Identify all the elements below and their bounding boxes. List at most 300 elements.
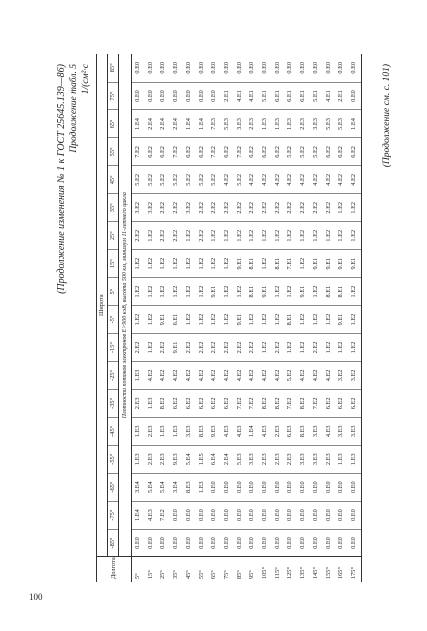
flux-value-cell: 0.E0: [157, 82, 170, 110]
flux-value-cell: 1.E3: [132, 361, 145, 389]
flux-value-cell: 6.E2: [183, 389, 196, 417]
flux-value-cell: 1.E2: [132, 278, 145, 306]
flux-value-cell: 0.E0: [132, 529, 145, 557]
latitude-column-header: 35°: [108, 194, 119, 222]
rotated-page-content: [50, 34, 405, 582]
flux-value-cell: 2.E3: [297, 110, 310, 138]
flux-value-cell: 2.E3: [132, 389, 145, 417]
flux-value-cell: 0.E0: [196, 529, 209, 557]
flux-value-cell: 0.E0: [297, 529, 310, 557]
flux-value-cell: 1.E3: [196, 473, 209, 501]
flux-value-cell: 1.E2: [284, 334, 297, 362]
flux-value-cell: 1.E2: [157, 278, 170, 306]
flux-value-cell: 8.E2: [259, 389, 272, 417]
flux-value-cell: 7.E2: [132, 138, 145, 166]
flux-value-cell: 5.E2: [284, 361, 297, 389]
flux-value-cell: 4.E2: [259, 361, 272, 389]
flux-value-cell: 1.E2: [183, 278, 196, 306]
flux-value-cell: 2.E3: [259, 445, 272, 473]
flux-value-cell: 8.E1: [246, 278, 259, 306]
latitude-column-header: 75°: [108, 82, 119, 110]
flux-value-cell: 9.E1: [310, 250, 323, 278]
unit-label: 1/(см²·с: [81, 64, 91, 95]
flux-value-cell: 8.E2: [157, 389, 170, 417]
flux-value-cell: 9.E1: [297, 278, 310, 306]
flux-value-cell: 0.E0: [157, 54, 170, 82]
longitude-cell: 115°: [272, 557, 285, 582]
flux-value-cell: 0.E0: [208, 501, 221, 529]
latitude-column-header: 5°: [108, 278, 119, 306]
longitude-cell: 45°: [183, 557, 196, 582]
flux-value-cell: 6.E3: [284, 417, 297, 445]
flux-value-cell: 4.E2: [310, 166, 323, 194]
flux-value-cell: 4.E2: [157, 361, 170, 389]
flux-value-cell: 1.E2: [132, 250, 145, 278]
flux-value-cell: 0.E0: [157, 529, 170, 557]
flux-value-cell: 1.E2: [297, 222, 310, 250]
page-number: 100: [29, 592, 43, 602]
flux-value-cell: 4.E3: [221, 417, 234, 445]
flux-value-cell: 1.E2: [132, 306, 145, 334]
flux-value-cell: 0.E0: [348, 473, 361, 501]
flux-value-cell: 3.E2: [132, 194, 145, 222]
flux-value-cell: 7.E3: [208, 110, 221, 138]
flux-value-cell: 5.E2: [208, 166, 221, 194]
longitude-cell: 155°: [323, 557, 336, 582]
flux-value-cell: 4.E3: [234, 417, 247, 445]
flux-value-cell: 1.E3: [132, 417, 145, 445]
flux-value-cell: 0.E0: [310, 54, 323, 82]
flux-value-cell: 1.E2: [221, 278, 234, 306]
flux-value-cell: 0.E0: [170, 529, 183, 557]
flux-value-cell: 0.E0: [234, 501, 247, 529]
flux-value-cell: 7.E2: [234, 138, 247, 166]
table-row: [335, 54, 348, 582]
flux-value-cell: 1.E2: [284, 278, 297, 306]
header-row-latitude-values: [108, 54, 119, 582]
flux-value-cell: 0.E0: [310, 501, 323, 529]
flux-value-cell: 4.E2: [234, 361, 247, 389]
flux-value-cell: 0.E0: [132, 54, 145, 82]
flux-value-cell: 2.E2: [196, 222, 209, 250]
flux-value-cell: 8.E1: [284, 306, 297, 334]
flux-value-cell: 0.E0: [208, 54, 221, 82]
flux-value-cell: 6.E2: [221, 389, 234, 417]
flux-value-cell: 8.E1: [246, 250, 259, 278]
flux-value-cell: 2.E4: [170, 110, 183, 138]
flux-value-cell: 2.E2: [170, 222, 183, 250]
flux-value-cell: 0.E0: [297, 501, 310, 529]
flux-value-cell: 6.E2: [335, 138, 348, 166]
flux-value-cell: 2.E2: [157, 194, 170, 222]
flux-value-cell: 1.E3: [170, 417, 183, 445]
flux-value-cell: 2.E2: [272, 334, 285, 362]
flux-value-cell: 1.E2: [145, 306, 158, 334]
flux-value-cell: 2.E2: [310, 194, 323, 222]
flux-value-cell: 1.E2: [145, 278, 158, 306]
flux-value-cell: 1.E2: [183, 306, 196, 334]
flux-value-cell: 0.E0: [272, 473, 285, 501]
latitude-column-header: 15°: [108, 250, 119, 278]
flux-value-cell: 4.E2: [246, 166, 259, 194]
flux-value-cell: 1.E2: [145, 222, 158, 250]
flux-value-cell: 4.E3: [323, 417, 336, 445]
flux-value-cell: 3.E3: [234, 110, 247, 138]
latitude-column-header: 25°: [108, 222, 119, 250]
flux-value-cell: 1.E2: [310, 278, 323, 306]
flux-value-cell: 4.E2: [183, 361, 196, 389]
flux-value-cell: 0.E0: [335, 529, 348, 557]
flux-value-cell: 0.E0: [259, 529, 272, 557]
table-row: [272, 54, 285, 582]
longitude-header: Долгота: [97, 557, 132, 582]
flux-value-cell: 2.E2: [132, 222, 145, 250]
flux-value-cell: 6.E2: [170, 389, 183, 417]
flux-value-cell: 0.E0: [335, 473, 348, 501]
flux-value-cell: 0.E0: [272, 529, 285, 557]
flux-value-cell: 7.E2: [246, 389, 259, 417]
flux-value-cell: 4.E1: [323, 82, 336, 110]
flux-value-cell: 7.E2: [208, 138, 221, 166]
flux-value-cell: 6.E2: [259, 138, 272, 166]
flux-value-cell: 6.E2: [348, 138, 361, 166]
flux-value-cell: 3.E4: [132, 473, 145, 501]
flux-value-cell: 6.E4: [208, 445, 221, 473]
flux-density-table: [96, 54, 362, 582]
flux-value-cell: 6.E1: [272, 82, 285, 110]
flux-value-cell: 4.E2: [348, 166, 361, 194]
flux-value-cell: 4.E2: [323, 166, 336, 194]
flux-value-cell: 1.E2: [284, 222, 297, 250]
flux-value-cell: 0.E0: [348, 54, 361, 82]
flux-value-cell: 2.E3: [145, 417, 158, 445]
flux-value-cell: 0.E0: [183, 529, 196, 557]
flux-value-cell: 1.E2: [157, 250, 170, 278]
flux-value-cell: 9.E3: [208, 417, 221, 445]
flux-value-cell: 0.E0: [234, 473, 247, 501]
flux-value-cell: 0.E0: [259, 501, 272, 529]
table-row: [196, 54, 209, 582]
longitude-cell: 165°: [335, 557, 348, 582]
flux-value-cell: 1.E2: [145, 334, 158, 362]
latitude-header: Широта: [97, 54, 108, 557]
flux-value-cell: 3.E3: [348, 417, 361, 445]
flux-value-cell: 4.E2: [297, 166, 310, 194]
flux-value-cell: 2.E2: [196, 334, 209, 362]
flux-value-cell: 2.E2: [170, 194, 183, 222]
flux-value-cell: 3.E3: [310, 445, 323, 473]
flux-value-cell: 2.E1: [335, 82, 348, 110]
flux-value-cell: 3.E2: [145, 194, 158, 222]
flux-value-cell: 6.E2: [196, 389, 209, 417]
flux-value-cell: 0.E0: [183, 501, 196, 529]
latitude-column-header: 65°: [108, 110, 119, 138]
flux-value-cell: 2.E3: [272, 445, 285, 473]
flux-value-cell: 4.E2: [170, 361, 183, 389]
flux-value-cell: 1.E2: [208, 222, 221, 250]
flux-value-cell: 5.E1: [310, 82, 323, 110]
flux-value-cell: 0.E0: [284, 473, 297, 501]
flux-value-cell: 9.E1: [157, 306, 170, 334]
longitude-cell: 145°: [310, 557, 323, 582]
latitude-column-header: 85°: [108, 54, 119, 82]
flux-value-cell: 1.E2: [323, 306, 336, 334]
flux-value-cell: 2.E3: [272, 417, 285, 445]
flux-value-cell: 1.E2: [335, 194, 348, 222]
flux-value-cell: 8.E3: [297, 417, 310, 445]
flux-value-cell: 1.E4: [183, 110, 196, 138]
flux-value-cell: 0.E0: [348, 529, 361, 557]
flux-value-cell: 0.E0: [246, 54, 259, 82]
flux-value-cell: 1.E2: [221, 306, 234, 334]
flux-value-cell: 7.E2: [170, 138, 183, 166]
table-row: [297, 54, 310, 582]
flux-value-cell: 1.E3: [259, 110, 272, 138]
flux-value-cell: 2.E2: [157, 334, 170, 362]
longitude-cell: 135°: [297, 557, 310, 582]
flux-value-cell: 0.E0: [196, 501, 209, 529]
flux-value-cell: 0.E0: [221, 473, 234, 501]
flux-value-cell: 0.E0: [348, 82, 361, 110]
flux-value-cell: 0.E0: [170, 54, 183, 82]
flux-value-cell: 1.E2: [246, 222, 259, 250]
flux-value-cell: 4.E2: [221, 166, 234, 194]
flux-value-cell: 6.E2: [208, 389, 221, 417]
latitude-column-header: -5°: [108, 306, 119, 334]
flux-value-cell: 3.E3: [297, 445, 310, 473]
latitude-column-header: 45°: [108, 166, 119, 194]
table-body: [132, 54, 362, 582]
flux-value-cell: 1.E3: [348, 445, 361, 473]
flux-value-cell: 0.E0: [259, 54, 272, 82]
longitude-cell: 125°: [284, 557, 297, 582]
amendment-reference: (Продолжение изменения № 1 к ГОСТ 25645.139—86): [56, 64, 67, 294]
flux-value-cell: 0.E0: [323, 501, 336, 529]
flux-value-cell: 0.E0: [170, 82, 183, 110]
flux-value-cell: 5.E3: [323, 110, 336, 138]
flux-value-cell: 4.E2: [297, 361, 310, 389]
flux-value-cell: 5.E3: [335, 110, 348, 138]
flux-value-cell: 2.E2: [208, 334, 221, 362]
flux-value-cell: 2.E2: [323, 194, 336, 222]
flux-value-cell: 1.E2: [259, 250, 272, 278]
flux-value-cell: 1.E3: [145, 389, 158, 417]
flux-value-cell: 1.E2: [170, 250, 183, 278]
flux-value-cell: 1.E2: [259, 222, 272, 250]
flux-value-cell: 8.E3: [183, 473, 196, 501]
table-continuation-label: Продолжение табл. 5: [69, 64, 79, 153]
flux-value-cell: 5.E2: [183, 166, 196, 194]
flux-value-cell: 4.E3: [259, 417, 272, 445]
flux-value-cell: 4.E2: [208, 361, 221, 389]
flux-value-cell: 0.E0: [297, 54, 310, 82]
flux-value-cell: 1.E2: [196, 278, 209, 306]
flux-value-cell: 1.E2: [348, 222, 361, 250]
flux-value-cell: 6.E2: [348, 389, 361, 417]
flux-value-cell: 0.E0: [145, 82, 158, 110]
flux-value-cell: 8.E1: [335, 278, 348, 306]
flux-value-cell: 5.E2: [196, 166, 209, 194]
flux-value-cell: 2.E2: [183, 334, 196, 362]
flux-value-cell: 1.E2: [272, 306, 285, 334]
flux-value-cell: 1.E3: [335, 445, 348, 473]
flux-value-cell: 1.E2: [234, 278, 247, 306]
flux-value-cell: 5.E4: [157, 473, 170, 501]
flux-value-cell: 7.E1: [284, 250, 297, 278]
flux-value-cell: 9.E1: [208, 278, 221, 306]
flux-value-cell: 4.E1: [234, 82, 247, 110]
flux-value-cell: 1.E2: [323, 222, 336, 250]
flux-value-cell: 1.E4: [348, 110, 361, 138]
flux-value-cell: 1.E2: [272, 278, 285, 306]
flux-value-cell: 1.E3: [157, 417, 170, 445]
flux-value-cell: 1.E2: [348, 306, 361, 334]
latitude-column-header: -45°: [108, 417, 119, 445]
flux-value-cell: 6.E2: [221, 138, 234, 166]
table-row: [145, 54, 158, 582]
flux-value-cell: 1.E2: [183, 222, 196, 250]
flux-value-cell: 2.E2: [132, 334, 145, 362]
longitude-cell: 95°: [246, 557, 259, 582]
flux-value-cell: 7.E2: [234, 389, 247, 417]
flux-value-cell: 8.E3: [196, 417, 209, 445]
flux-value-cell: 4.E2: [246, 361, 259, 389]
flux-value-cell: 1.E2: [145, 250, 158, 278]
longitude-cell: 65°: [208, 557, 221, 582]
flux-value-cell: 3.E2: [183, 194, 196, 222]
flux-value-cell: 6.E2: [335, 389, 348, 417]
flux-value-cell: 0.E0: [310, 473, 323, 501]
table-row: [221, 54, 234, 582]
flux-value-cell: 0.E0: [272, 54, 285, 82]
flux-value-cell: 5.E2: [145, 166, 158, 194]
flux-value-cell: 1.E2: [323, 334, 336, 362]
flux-value-cell: 6.E1: [297, 82, 310, 110]
flux-value-cell: 1.E4: [246, 417, 259, 445]
flux-value-cell: 3.E3: [246, 445, 259, 473]
flux-value-cell: 6.E2: [196, 138, 209, 166]
longitude-cell: 85°: [234, 557, 247, 582]
flux-value-cell: 2.E2: [196, 194, 209, 222]
flux-value-cell: 2.E3: [323, 445, 336, 473]
flux-value-cell: 1.E2: [196, 250, 209, 278]
flux-value-cell: 9.E1: [335, 306, 348, 334]
flux-value-cell: 0.E0: [323, 473, 336, 501]
flux-value-cell: 1.E4: [132, 110, 145, 138]
flux-value-cell: 1.E2: [259, 306, 272, 334]
flux-value-cell: 8.E2: [297, 389, 310, 417]
table-row: [183, 54, 196, 582]
flux-value-cell: 2.E3: [246, 110, 259, 138]
flux-value-cell: 2.E2: [310, 334, 323, 362]
flux-value-cell: 0.E0: [310, 529, 323, 557]
flux-value-cell: 5.E2: [234, 166, 247, 194]
flux-value-cell: 0.E0: [297, 473, 310, 501]
flux-value-cell: 3.E2: [335, 361, 348, 389]
flux-value-cell: 3.E3: [310, 417, 323, 445]
flux-value-cell: 2.E3: [157, 445, 170, 473]
flux-value-cell: 5.E3: [234, 445, 247, 473]
table-row: [157, 54, 170, 582]
table-row: [348, 54, 361, 582]
latitude-column-header: -75°: [108, 501, 119, 529]
flux-value-cell: 2.E2: [221, 334, 234, 362]
flux-value-cell: 6.E2: [157, 138, 170, 166]
flux-value-cell: 2.E2: [208, 194, 221, 222]
flux-value-cell: 3.E3: [310, 110, 323, 138]
flux-value-cell: 1.E2: [272, 222, 285, 250]
flux-value-cell: 6.E1: [284, 82, 297, 110]
flux-value-cell: 0.E0: [348, 501, 361, 529]
flux-value-cell: 1.E4: [132, 501, 145, 529]
flux-value-cell: 4.E3: [145, 501, 158, 529]
table-row: [310, 54, 323, 582]
flux-value-cell: 1.E3: [272, 110, 285, 138]
longitude-cell: 75°: [221, 557, 234, 582]
flux-value-cell: 4.E2: [310, 361, 323, 389]
flux-value-cell: 0.E0: [132, 82, 145, 110]
flux-value-cell: 7.E2: [157, 501, 170, 529]
flux-value-cell: 2.E2: [234, 334, 247, 362]
latitude-column-header: -35°: [108, 389, 119, 417]
flux-value-cell: 0.E0: [208, 473, 221, 501]
flux-value-cell: 6.E2: [323, 138, 336, 166]
flux-value-cell: 3.E4: [170, 473, 183, 501]
table-row: [323, 54, 336, 582]
flux-value-cell: 2.E2: [284, 194, 297, 222]
latitude-column-header: -85°: [108, 529, 119, 557]
flux-value-cell: 6.E2: [145, 138, 158, 166]
flux-value-cell: 8.E1: [272, 250, 285, 278]
flux-value-cell: 1.E2: [183, 250, 196, 278]
flux-value-cell: 1.E3: [284, 110, 297, 138]
flux-value-cell: 4.E2: [272, 361, 285, 389]
flux-value-cell: 0.E0: [170, 501, 183, 529]
flux-value-cell: 2.E4: [157, 110, 170, 138]
flux-value-cell: 4.E2: [145, 361, 158, 389]
table-row: [234, 54, 247, 582]
flux-value-cell: 0.E0: [145, 529, 158, 557]
flux-value-cell: 3.E3: [183, 417, 196, 445]
longitude-cell: 35°: [170, 557, 183, 582]
table-row: [132, 54, 145, 582]
flux-value-cell: 1.E2: [221, 250, 234, 278]
flux-value-cell: 4.E2: [284, 166, 297, 194]
flux-value-cell: 4.E2: [272, 166, 285, 194]
longitude-cell: 105°: [259, 557, 272, 582]
latitude-column-header: -15°: [108, 334, 119, 362]
flux-value-cell: 1.E2: [196, 306, 209, 334]
flux-value-cell: 1.E2: [297, 306, 310, 334]
flux-value-cell: 5.E2: [132, 166, 145, 194]
header-row-latitude: [97, 54, 108, 582]
flux-value-cell: 1.E2: [310, 222, 323, 250]
table-row: [246, 54, 259, 582]
flux-value-cell: 2.E2: [246, 194, 259, 222]
flux-value-cell: 4.E2: [221, 361, 234, 389]
longitude-cell: 175°: [348, 557, 361, 582]
flux-value-cell: 0.E0: [183, 82, 196, 110]
flux-value-cell: 9.E1: [170, 334, 183, 362]
flux-value-cell: 7.E2: [310, 389, 323, 417]
latitude-column-header: -65°: [108, 473, 119, 501]
flux-value-cell: 1.E2: [259, 334, 272, 362]
flux-value-cell: 4.E2: [259, 166, 272, 194]
flux-value-cell: 2.E4: [221, 445, 234, 473]
flux-value-cell: 0.E0: [335, 54, 348, 82]
longitude-cell: 55°: [196, 557, 209, 582]
flux-value-cell: 1.E2: [234, 222, 247, 250]
